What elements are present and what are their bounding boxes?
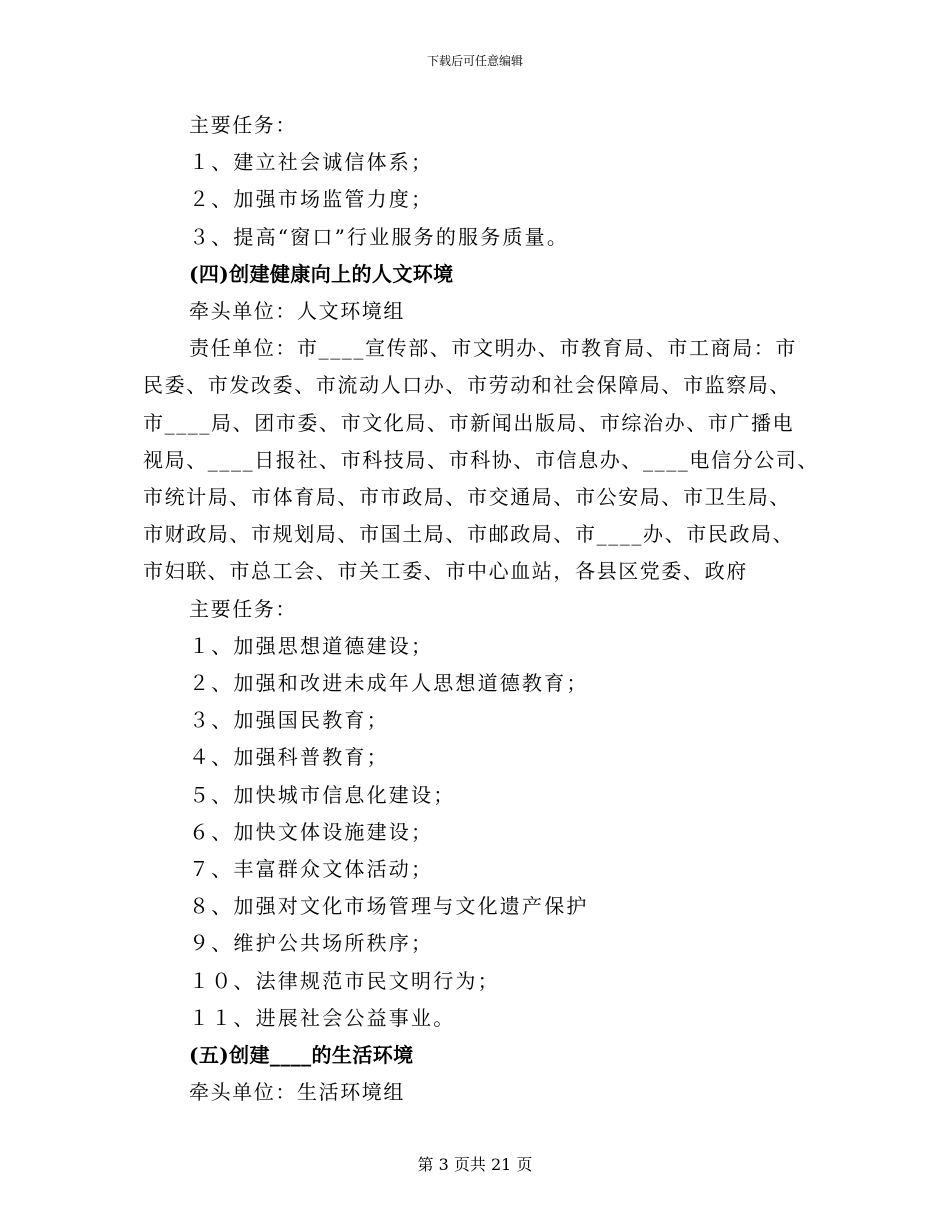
page-footer: 第 3 页共 21 页 (417, 1155, 533, 1174)
list-item: ８、加强对文化市场管理与文化遗产保护 (189, 894, 589, 919)
paragraph-continuation: 视局、____日报社、市科技局、市科协、市信息办、____电信分公司、 (143, 447, 819, 472)
paragraph-continuation: 市妇联、市总工会、市关工委、市中心血站，各县区党委、政府 (143, 559, 748, 584)
section-heading: (四)创建健康向上的人文环境 (189, 261, 454, 286)
list-item: １、加强思想道德建设； (189, 633, 434, 658)
list-item: ７、丰富群众文体活动； (189, 857, 434, 882)
paragraph-line: 主要任务： (189, 596, 297, 621)
paragraph-continuation: 市财政局、市规划局、市国土局、市邮政局、市____办、市民政局、 (143, 522, 795, 547)
list-item: ４、加强科普教育； (189, 745, 389, 770)
list-item: ２、加强市场监管力度； (189, 187, 434, 212)
paragraph-line: 牵头单位：生活环境组 (189, 1080, 405, 1105)
list-item: ３、加强国民教育； (189, 708, 389, 733)
paragraph-line: 牵头单位：人文环境组 (189, 299, 405, 324)
list-item: ３、提高“窗口”行业服务的服务质量。 (189, 224, 570, 249)
paragraph-continuation: 民委、市发改委、市流动人口办、市劳动和社会保障局、市监察局、 (143, 373, 791, 398)
paragraph-continuation: 市统计局、市体育局、市市政局、市交通局、市公安局、市卫生局、 (143, 485, 791, 510)
list-item: １、建立社会诚信体系； (189, 150, 434, 175)
paragraph-continuation: 市____局、团市委、市文化局、市新闻出版局、市综治办、市广播电 (143, 410, 795, 435)
paragraph-line: 主要任务： (189, 113, 297, 137)
list-item: ２、加强和改进未成年人思想道德教育； (189, 671, 589, 696)
list-item: １１、进展社会公益事业。 (189, 1005, 456, 1030)
list-item: １０、法律规范市民文明行为； (189, 968, 500, 993)
document-body (143, 107, 819, 1111)
section-heading: (五)创建____的生活环境 (189, 1043, 414, 1068)
page-header: 下载后可任意编辑 (426, 54, 523, 68)
paragraph-line: 责任单位：市____宣传部、市文明办、市教育局、市工商局：市 (189, 336, 797, 361)
list-item: ９、维护公共场所秩序； (189, 931, 434, 956)
list-item: ６、加快文体设施建设； (189, 819, 434, 844)
list-item: ５、加快城市信息化建设； (189, 782, 456, 807)
